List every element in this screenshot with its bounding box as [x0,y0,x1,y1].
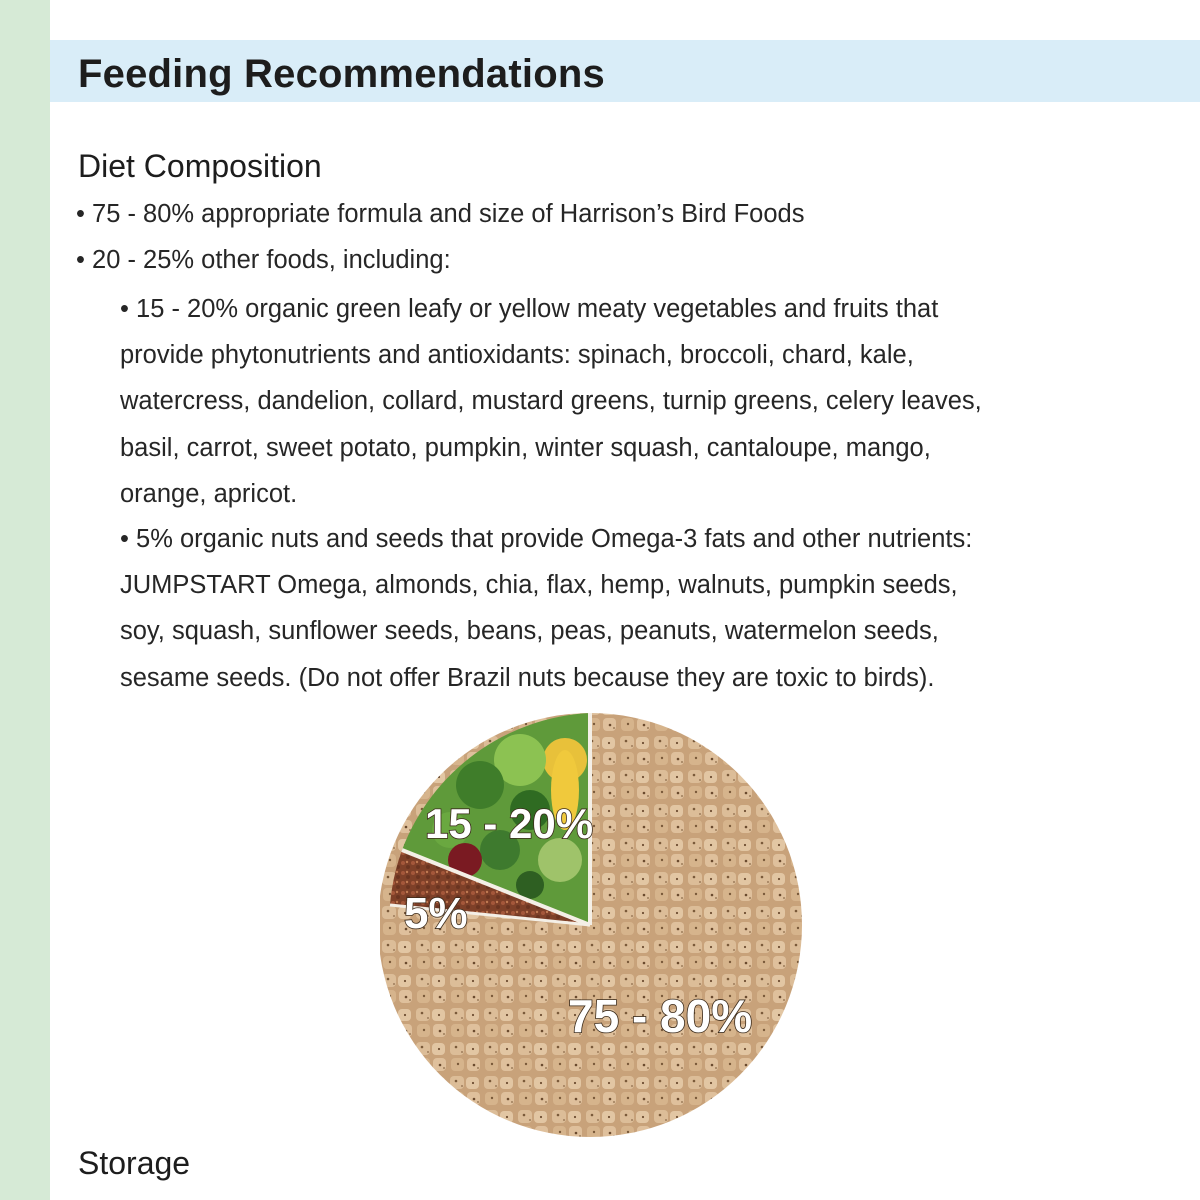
page-title: Feeding Recommendations [78,52,605,96]
diet-pie-svg [380,700,830,1160]
diet-pie-image [380,700,830,1160]
diet-bullet-formula: • 75 - 80% appropriate formula and size of Harrison’s Bird Foods [76,200,805,228]
vegetable-slice-label: 15 - 20% [425,800,594,847]
pellet-slice-label: 75 - 80% [568,990,753,1042]
seed-slice-label: 5% [404,889,468,938]
side-decorative-band [0,0,50,1200]
storage-heading: Storage [78,1145,191,1181]
sub-bullet-vegetables: • 15 - 20% organic green leafy or yellow meaty vegetables and fruits that provide phytonutrients and antioxidants: spinach, broccoli, chard, kale, watercress, dandelion, collard, mustard greens, turnip greens, celery leaves, basil, carrot, sweet potato, pumpkin, winter squash, cantaloupe, mango, orange, apricot. [120,295,982,508]
diet-composition-heading: Diet Composition [78,148,322,184]
diet-bullet-other-foods: • 20 - 25% other foods, including: [76,246,451,274]
sub-bullet-nuts-seeds: • 5% organic nuts and seeds that provide Omega-3 fats and other nutrients: JUMPSTART Omega, almonds, chia, flax, hemp, walnuts, pumpkin seeds, soy, squash, sunflower seeds, beans, peas, peanuts, watermelon seeds, sesame seeds. (Do not offer Brazil nuts because they are toxic to birds). [120,525,973,692]
